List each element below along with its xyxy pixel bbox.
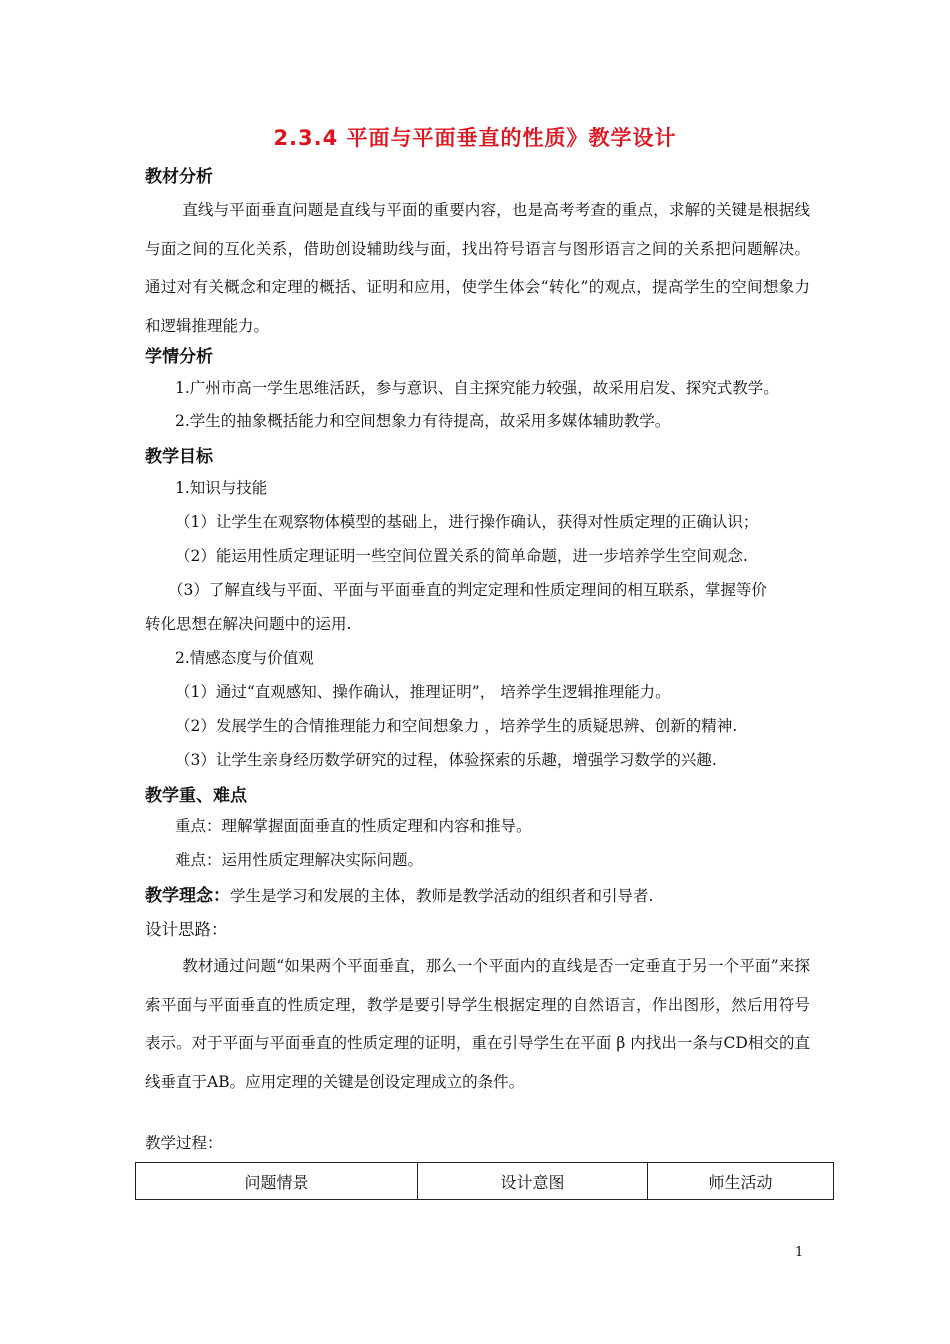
- difficult-point-label: 难点：: [175, 851, 222, 869]
- paragraph-textbook-analysis: 直线与平面垂直问题是直线与平面的重要内容，也是高考考查的重点，求解的关键是根据线与面之间的互化关系，借助创设辅助线与面，找出符号语言与图形语言之间的关系把问题解决。通过对有关概念和定理的概括、证明和应用，使学生体会“转化”的观点，提高学生的空间想象力和逻辑推理能力。: [145, 201, 810, 335]
- heading-teaching-goals: 教学目标: [145, 447, 213, 467]
- table-header-scenario: 问题情景: [136, 1163, 418, 1200]
- key-point-label: 重点：: [175, 817, 222, 835]
- goal-emotion-1: （1）通过“直观感知、操作确认，推理证明”， 培养学生逻辑推理能力。: [175, 683, 671, 701]
- teaching-philosophy-label: 教学理念：: [145, 886, 230, 906]
- goal-knowledge-1: （1）让学生在观察物体模型的基础上，进行操作确认，获得对性质定理的正确认识；: [175, 513, 759, 531]
- goal-subheading-knowledge: 1.知识与技能: [175, 479, 268, 497]
- goal-subheading-emotion: 2.情感态度与价值观: [175, 649, 314, 667]
- goal-knowledge-3-line1: （3）了解直线与平面、平面与平面垂直的判定定理和性质定理间的相互联系，掌握等价: [168, 581, 767, 599]
- table-header-intent: 设计意图: [418, 1163, 648, 1200]
- goal-emotion-2: （2）发展学生的合情推理能力和空间想象力 ，培养学生的质疑思辨、创新的精神.: [175, 717, 738, 735]
- design-idea-paragraph: 教材通过问题“如果两个平面垂直，那么一个平面内的直线是否一定垂直于另一个平面”来探索平面与平面垂直的性质定理，教学是要引导学生根据定理的自然语言，作出图形，然后用符号表示。对于平面与平面垂直的性质定理的证明，重在引导学生在平面 β 内找出一条与CD相交的直线垂直于AB。应用定理的关键是创设定理成立的条件。: [145, 957, 810, 1091]
- table-header-activity: 师生活动: [648, 1163, 834, 1200]
- teaching-philosophy-text: 学生是学习和发展的主体，教师是教学活动的组织者和引导者.: [230, 887, 654, 905]
- teaching-process-label: 教学过程：: [145, 1134, 223, 1152]
- student-analysis-item-1: 1.广州市高一学生思维活跃，参与意识、自主探究能力较强，故采用启发、探究式教学。: [175, 379, 779, 397]
- design-idea-label: 设计思路：: [145, 920, 228, 939]
- page-number: 1: [795, 1245, 804, 1260]
- heading-key-difficult: 教学重、难点: [145, 786, 247, 806]
- student-analysis-item-2: 2.学生的抽象概括能力和空间想象力有待提高，故采用多媒体辅助教学。: [175, 412, 671, 430]
- key-point-line: [175, 807, 532, 845]
- teaching-philosophy-line: [145, 877, 653, 915]
- document-title: 2.3.4 平面与平面垂直的性质》教学设计: [273, 126, 677, 150]
- goal-knowledge-3-line2: 转化思想在解决问题中的运用.: [145, 615, 352, 633]
- key-point-text: 理解掌握面面垂直的性质定理和内容和推导。: [221, 817, 532, 835]
- difficult-point-text: 运用性质定理解决实际问题。: [221, 851, 424, 869]
- heading-textbook-analysis: 教材分析: [145, 167, 213, 187]
- teaching-process-table: [135, 1162, 834, 1200]
- goal-knowledge-2: （2）能运用性质定理证明一些空间位置关系的简单命题，进一步培养学生空间观念.: [175, 547, 748, 565]
- difficult-point-line: [175, 841, 423, 879]
- goal-emotion-3: （3）让学生亲身经历数学研究的过程，体验探索的乐趣，增强学习数学的兴趣.: [175, 751, 717, 769]
- heading-student-analysis: 学情分析: [145, 347, 213, 367]
- table-header-row: [136, 1163, 834, 1200]
